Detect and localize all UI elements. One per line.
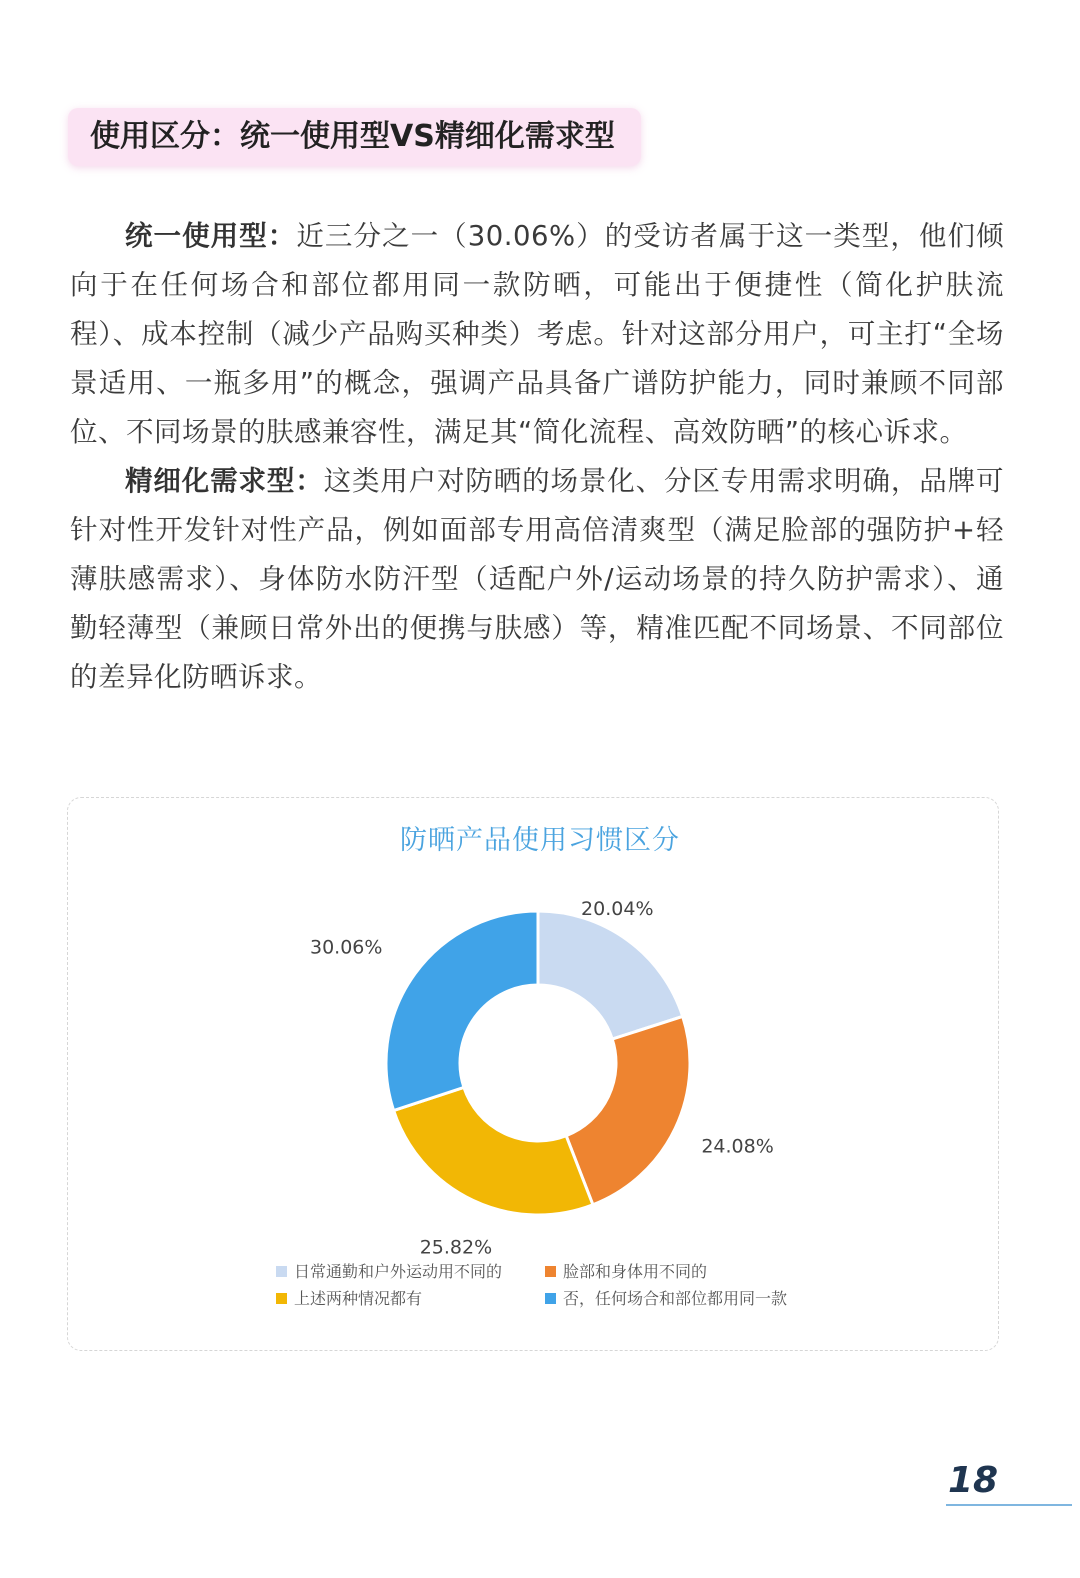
legend-swatch <box>276 1266 287 1277</box>
legend-item <box>276 1289 422 1309</box>
donut-slice <box>538 911 683 1039</box>
legend-swatch <box>545 1266 556 1277</box>
chart-title: 防晒产品使用习惯区分 <box>400 825 680 856</box>
slice-label: 24.08% <box>701 1135 774 1158</box>
slice-label: 30.06% <box>310 936 383 959</box>
slice-label: 25.82% <box>419 1236 493 1259</box>
legend-item <box>545 1262 707 1282</box>
legend-label: 脸部和身体用不同的 <box>563 1262 708 1281</box>
paragraph-body: 近三分之一（30.06%）的受访者属于这一类型，他们倾向于在任何场合和部位都用同一款防晒，可能出于便捷性（简化护肤流程）、成本控制（减少产品购买种类）考虑。针对这部分用户，可主打“全场景适用、一瓶多用”的概念，强调产品具备广谱防护能力，同时兼顾不同部位、不同场景的肤感兼容性，满足其“简化流程、高效防晒”的核心诉求。 <box>70 220 1005 448</box>
donut-slice <box>386 911 538 1111</box>
donut-slice <box>566 1016 690 1204</box>
legend-label: 否，任何场合和部位都用同一款 <box>563 1289 788 1308</box>
paragraph-lead: 统一使用型： <box>125 220 297 252</box>
slice-label: 20.04% <box>581 897 654 920</box>
legend-swatch <box>276 1293 287 1304</box>
legend-label: 日常通勤和户外运动用不同的 <box>294 1262 503 1281</box>
legend-item <box>545 1289 787 1309</box>
legend-swatch <box>545 1293 556 1304</box>
legend-item <box>276 1262 502 1282</box>
legend-label: 上述两种情况都有 <box>294 1289 423 1308</box>
paragraph-body: 这类用户对防晒的场景化、分区专用需求明确，品牌可针对性开发针对性产品，例如面部专用高倍清爽型（满足脸部的强防护+轻薄肤感需求）、身体防水防汗型（适配户外/运动场景的持久防护需求）、通勤轻薄型（兼顾日常外出的便携与肤感）等，精准匹配不同场景、不同部位的差异化防晒诉求。 <box>70 465 1005 693</box>
section-title: 使用区分：统一使用型VS精细化需求型 <box>68 108 641 166</box>
paragraph-lead: 精细化需求型： <box>125 465 324 497</box>
page-number-rule <box>946 1504 1072 1506</box>
page-number: 18 <box>948 1460 999 1501</box>
donut-slice <box>394 1087 593 1215</box>
